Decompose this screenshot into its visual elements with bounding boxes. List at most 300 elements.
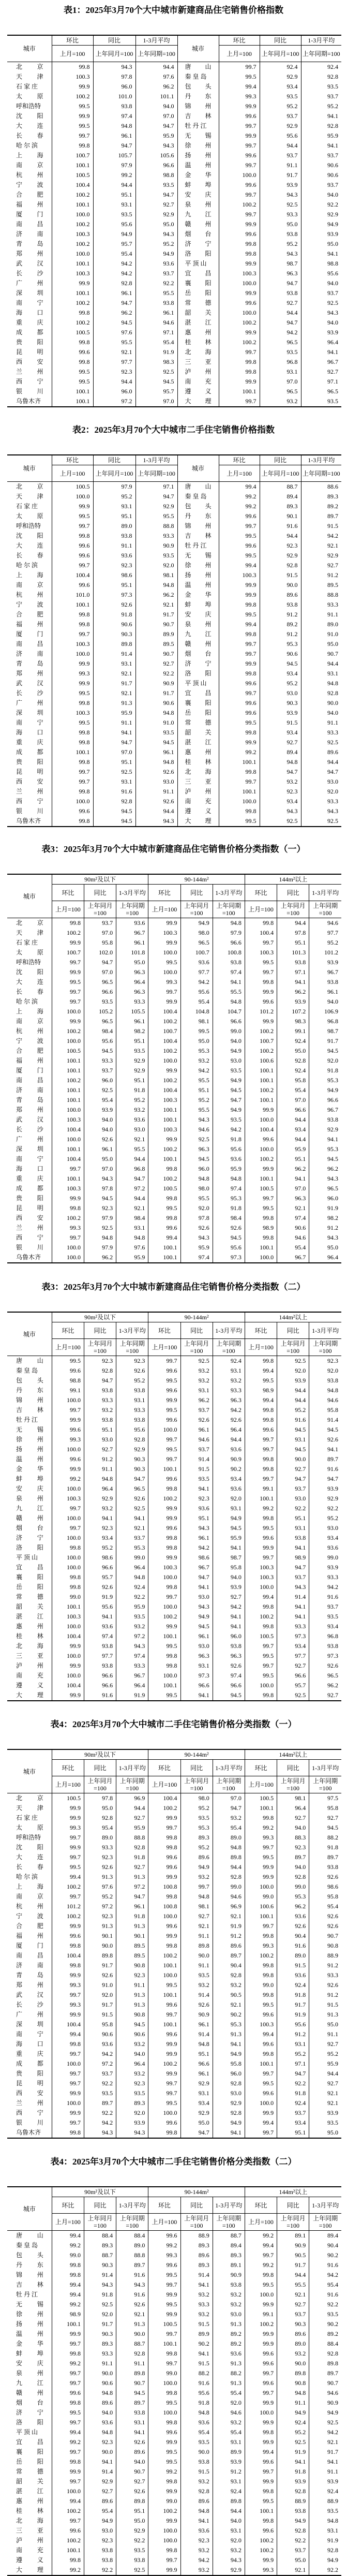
value-cell: 94.2 xyxy=(180,1543,213,1553)
value-cell: 95.8 xyxy=(213,1563,245,1572)
city-cell: 泉 州 xyxy=(185,201,212,208)
value-cell: 93.7 xyxy=(84,2069,116,2079)
value-cell: 99.5 xyxy=(148,1690,180,1701)
value-cell: 92.8 xyxy=(277,1872,309,1882)
value-cell: 91.9 xyxy=(309,1203,341,1213)
value-cell: 99.8 xyxy=(52,1941,84,1951)
value-cell: 101.8 xyxy=(116,948,148,958)
value-cell: 99.5 xyxy=(52,2408,84,2418)
value-cell: 89.2 xyxy=(301,502,341,511)
value-cell: 100.0 xyxy=(148,1671,180,1681)
value-cell: 93.3 xyxy=(84,1843,116,1852)
value-cell: 93.8 xyxy=(116,1415,148,1425)
yoy-header: 同比 xyxy=(260,455,301,465)
value-cell: 99.7 xyxy=(148,1356,180,1366)
table-row xyxy=(7,1036,341,1046)
value-cell: 93.6 xyxy=(277,1911,309,1921)
city-cell: 包 头 xyxy=(16,2251,43,2259)
value-cell: 100.0 xyxy=(52,1563,84,1572)
value-cell: 100.4 xyxy=(148,1085,180,1095)
value-cell: 99.6 xyxy=(148,1852,180,1862)
value-cell: 92.2 xyxy=(84,2079,116,2088)
table-row xyxy=(7,121,341,131)
value-cell: 95.5 xyxy=(93,337,135,347)
value-cell: 93.6 xyxy=(180,2418,213,2427)
yoy-header: 同比 xyxy=(277,885,309,901)
value-cell: 99.9 xyxy=(52,2108,84,2118)
value-cell: 94.3 xyxy=(180,1602,213,1612)
value-cell: 95.2 xyxy=(277,1405,309,1415)
value-cell: 96.8 xyxy=(260,357,301,367)
table-row xyxy=(7,2098,341,2108)
table-row xyxy=(7,1543,341,1553)
value-cell: 95.0 xyxy=(84,1803,116,1813)
value-cell: 94.3 xyxy=(277,1582,309,1592)
value-cell: 100.4 xyxy=(52,1125,84,1135)
value-cell: 100.0 xyxy=(52,1243,84,1253)
value-cell: 93.1 xyxy=(93,777,135,787)
value-cell: 99.5 xyxy=(148,1376,180,1386)
value-cell: 95.3 xyxy=(180,1046,213,1056)
yoy-base-header: 上年同月=100 xyxy=(277,901,309,918)
city-cell: 贵 阳 xyxy=(16,2070,43,2077)
value-cell: 96.6 xyxy=(84,1681,116,1690)
table-row xyxy=(7,580,341,590)
value-cell: 96.4 xyxy=(116,2059,148,2069)
mom-base-header: 上月=100 xyxy=(148,1776,180,1793)
value-cell: 100.4 xyxy=(52,180,93,190)
value-cell: 93.4 xyxy=(277,1641,309,1651)
value-cell: 94.1 xyxy=(213,2128,245,2138)
value-cell: 105.6 xyxy=(135,151,177,160)
value-cell: 94.3 xyxy=(301,308,341,318)
value-cell: 92.9 xyxy=(135,210,177,219)
value-cell: 91.4 xyxy=(180,2270,213,2280)
value-cell: 99.8 xyxy=(52,531,93,541)
city-cell: 泉 州 xyxy=(185,621,212,628)
value-cell: 99.8 xyxy=(148,1533,180,1543)
table-row xyxy=(7,1622,341,1631)
value-cell: 99.9 xyxy=(52,1970,84,1980)
value-cell: 94.5 xyxy=(180,1154,213,1164)
value-cell: 94.9 xyxy=(180,1612,213,1622)
value-cell: 96.2 xyxy=(135,590,177,600)
value-cell: 93.6 xyxy=(277,1970,309,1980)
value-cell: 95.1 xyxy=(277,1154,309,1164)
city-cell: 大 理 xyxy=(185,398,212,405)
avg-header: 1-3月平均 xyxy=(309,1322,341,1339)
city-cell: 遵 义 xyxy=(185,807,212,815)
value-cell: 95.4 xyxy=(180,997,213,1007)
city-cell: 成 都 xyxy=(16,2060,43,2067)
value-cell: 97.8 xyxy=(84,1184,116,1194)
table-row xyxy=(7,2565,341,2575)
value-cell: 92.1 xyxy=(116,1203,148,1213)
value-cell: 100.0 xyxy=(52,1105,84,1115)
value-cell: 100.0 xyxy=(245,1115,277,1125)
value-cell: 89.8 xyxy=(213,1852,245,1862)
city-cell: 深 圳 xyxy=(16,1145,43,1153)
table-row xyxy=(7,1376,341,1386)
value-cell: 99.5 xyxy=(52,121,93,131)
table-row xyxy=(7,531,341,541)
yoy-base-header: 上年同月=100 xyxy=(277,1339,309,1356)
avg-base-header: 上年同期=100 xyxy=(309,1776,341,1793)
value-cell: 93.2 xyxy=(213,2418,245,2427)
value-cell: 91.6 xyxy=(309,1464,341,1474)
value-cell: 95.2 xyxy=(135,239,177,249)
city-cell: 桂 林 xyxy=(185,338,212,346)
value-cell: 94.8 xyxy=(84,2388,116,2398)
value-cell: 99.8 xyxy=(245,1415,277,1425)
value-cell: 93.9 xyxy=(309,1563,341,1572)
value-cell: 93.9 xyxy=(301,328,341,337)
yoy-header: 同比 xyxy=(93,455,135,465)
value-cell: 99.8 xyxy=(52,738,93,747)
value-cell: 99.8 xyxy=(245,1513,277,1523)
city-cell: 南 充 xyxy=(185,798,212,805)
value-cell: 99.8 xyxy=(219,669,260,679)
value-cell: 92.1 xyxy=(93,688,135,698)
value-cell: 98.0 xyxy=(180,1793,213,1804)
table-row xyxy=(7,2339,341,2349)
value-cell: 90.8 xyxy=(116,2010,148,2020)
value-cell: 99.6 xyxy=(148,2427,180,2437)
city-cell: 北 海 xyxy=(185,768,212,775)
value-cell: 92.5 xyxy=(277,1690,309,1701)
size-group-header: 144m²以上 xyxy=(245,1749,341,1760)
value-cell: 94.4 xyxy=(301,659,341,669)
value-cell: 100.1 xyxy=(219,387,260,396)
value-cell: 93.1 xyxy=(301,669,341,679)
value-cell: 94.5 xyxy=(93,806,135,816)
value-cell: 95.9 xyxy=(135,131,177,141)
value-cell: 92.3 xyxy=(309,1356,341,1366)
value-cell: 95.7 xyxy=(84,1572,116,1582)
value-cell: 96.5 xyxy=(180,938,213,948)
value-cell: 99.6 xyxy=(245,2457,277,2467)
city-cell: 郑 州 xyxy=(16,1981,43,1989)
table-row xyxy=(7,101,341,111)
table-row xyxy=(7,1464,341,1474)
value-cell: 99.8 xyxy=(52,1961,84,1970)
mom-header: 环比 xyxy=(52,35,93,46)
city-cell: 兰 州 xyxy=(16,1224,43,1231)
value-cell: 95.0 xyxy=(116,2516,148,2526)
city-cell: 桂 林 xyxy=(185,758,212,766)
table-row xyxy=(7,1213,341,1223)
value-cell: 91.8 xyxy=(116,1085,148,1095)
value-cell: 93.6 xyxy=(213,1484,245,1494)
value-cell: 97.0 xyxy=(135,396,177,407)
city-cell: 牡丹江 xyxy=(185,542,208,549)
city-cell: 长 沙 xyxy=(16,1126,43,1133)
value-cell: 99.6 xyxy=(52,2526,84,2536)
city-cell: 青 岛 xyxy=(16,1971,43,1979)
value-cell: 97.4 xyxy=(93,111,135,121)
value-cell: 97.6 xyxy=(84,1882,116,1892)
value-cell: 96.3 xyxy=(260,269,301,278)
value-cell: 91.5 xyxy=(180,2467,213,2477)
value-cell: 99.7 xyxy=(245,2467,277,2477)
city-cell: 遵 义 xyxy=(16,1682,43,1689)
value-cell: 88.8 xyxy=(116,1833,148,1843)
value-cell: 93.5 xyxy=(93,210,135,219)
value-cell: 100.2 xyxy=(52,1026,84,1036)
value-cell: 99.8 xyxy=(245,1990,277,2000)
value-cell: 100.0 xyxy=(148,2408,180,2418)
value-cell: 93.9 xyxy=(213,1582,245,1592)
value-cell: 100.1 xyxy=(219,757,260,767)
table-row xyxy=(7,511,341,521)
value-cell: 95.0 xyxy=(309,1243,341,1253)
table-row xyxy=(7,2457,341,2467)
value-cell: 96.2 xyxy=(180,1395,213,1405)
value-cell: 100.8 xyxy=(148,1902,180,1911)
table-row xyxy=(7,239,341,249)
value-cell: 96.1 xyxy=(93,131,135,141)
value-cell: 94.5 xyxy=(135,738,177,747)
city-cell: 福 州 xyxy=(16,621,43,628)
header-row xyxy=(7,2214,341,2231)
value-cell: 94.1 xyxy=(93,728,135,738)
value-cell: 99.5 xyxy=(52,1356,84,1366)
value-cell: 100.1 xyxy=(148,1464,180,1474)
value-cell: 99.8 xyxy=(219,239,260,249)
city-cell: 金 华 xyxy=(185,171,212,179)
value-cell: 90.5 xyxy=(277,2250,309,2260)
value-cell: 99.7 xyxy=(245,967,277,977)
value-cell: 100.5 xyxy=(148,2319,180,2329)
value-cell: 99.5 xyxy=(148,2098,180,2108)
value-cell: 93.1 xyxy=(213,1504,245,1513)
value-cell: 93.4 xyxy=(309,1622,341,1631)
value-cell: 99.9 xyxy=(219,377,260,387)
value-cell: 96.4 xyxy=(116,1681,148,1690)
city-cell: 沈 阳 xyxy=(16,532,43,539)
value-cell: 96.1 xyxy=(116,1902,148,1911)
table-row xyxy=(7,1793,341,1804)
value-cell: 99.8 xyxy=(52,62,93,72)
value-cell: 93.7 xyxy=(84,918,116,929)
value-cell: 94.7 xyxy=(180,2128,213,2138)
avg-header: 1-3月平均 xyxy=(301,455,341,465)
value-cell: 100.0 xyxy=(52,649,93,659)
value-cell: 91.1 xyxy=(180,1931,213,1941)
city-cell: 南 京 xyxy=(16,581,43,588)
value-cell: 89.8 xyxy=(93,639,135,649)
value-cell: 100.1 xyxy=(245,1095,277,1105)
value-cell: 90.8 xyxy=(116,1961,148,1970)
value-cell: 89.8 xyxy=(213,2496,245,2506)
value-cell: 100.2 xyxy=(245,2545,277,2555)
value-cell: 93.3 xyxy=(260,210,301,219)
mom-header: 环比 xyxy=(52,1760,84,1776)
value-cell: 99.6 xyxy=(52,580,93,590)
value-cell: 89.6 xyxy=(116,2447,148,2457)
value-cell: 93.7 xyxy=(301,288,341,298)
table-row xyxy=(7,219,341,229)
city-cell: 重 庆 xyxy=(16,1175,43,1182)
value-cell: 94.3 xyxy=(135,816,177,827)
city-cell: 平顶山 xyxy=(185,680,208,687)
value-cell: 97.0 xyxy=(277,1095,309,1105)
value-cell: 89.5 xyxy=(135,639,177,649)
value-cell: 94.0 xyxy=(213,2516,245,2526)
value-cell: 94.5 xyxy=(309,1046,341,1056)
value-cell: 92.8 xyxy=(180,2486,213,2496)
value-cell: 99.9 xyxy=(148,1622,180,1631)
table-row xyxy=(7,131,341,141)
value-cell: 93.3 xyxy=(84,1395,116,1405)
value-cell: 95.1 xyxy=(84,1425,116,1435)
value-cell: 96.6 xyxy=(277,1105,309,1115)
value-cell: 94.2 xyxy=(309,1582,341,1592)
value-cell: 98.7 xyxy=(260,259,301,269)
value-cell: 93.8 xyxy=(116,1386,148,1395)
city-cell: 三 亚 xyxy=(16,2527,43,2534)
avg-header: 1-3月平均 xyxy=(213,885,245,901)
mom-header: 环比 xyxy=(148,885,180,901)
value-cell: 94.8 xyxy=(135,580,177,590)
value-cell: 92.3 xyxy=(93,367,135,377)
value-cell: 94.4 xyxy=(93,180,135,190)
value-cell: 95.3 xyxy=(260,639,301,649)
value-cell: 99.7 xyxy=(52,521,93,531)
value-cell: 99.2 xyxy=(219,502,260,511)
value-cell: 99.8 xyxy=(219,357,260,367)
value-cell: 95.5 xyxy=(135,511,177,521)
value-cell: 93.8 xyxy=(213,958,245,967)
avg-header: 1-3月平均 xyxy=(116,885,148,901)
value-cell: 99.6 xyxy=(52,347,93,357)
value-cell: 99.7 xyxy=(52,131,93,141)
value-cell: 89.8 xyxy=(116,2368,148,2378)
value-cell: 92.5 xyxy=(135,367,177,377)
yoy-header: 同比 xyxy=(180,885,213,901)
value-cell: 92.3 xyxy=(84,2536,116,2545)
value-cell: 92.6 xyxy=(309,1921,341,1931)
value-cell: 99.8 xyxy=(245,977,277,987)
avg-header: 1-3月平均 xyxy=(213,1760,245,1776)
table-row xyxy=(7,82,341,92)
table-row xyxy=(7,1980,341,1990)
value-cell: 91.7 xyxy=(135,688,177,698)
header-row xyxy=(7,2197,341,2214)
value-cell: 95.5 xyxy=(180,1076,213,1085)
value-cell: 99.7 xyxy=(219,121,260,131)
city-cell: 赣 州 xyxy=(16,1514,43,1522)
value-cell: 100.7 xyxy=(148,1026,180,1036)
value-cell: 92.6 xyxy=(93,600,135,610)
city-cell: 西 宁 xyxy=(16,798,43,805)
value-cell: 99.5 xyxy=(148,2457,180,2467)
city-cell: 常 德 xyxy=(185,299,212,306)
value-cell: 96.6 xyxy=(84,1563,116,1572)
city-cell: 深 圳 xyxy=(16,289,43,297)
value-cell: 94.9 xyxy=(213,2049,245,2059)
value-cell: 94.9 xyxy=(309,2555,341,2565)
value-cell: 100.6 xyxy=(245,1056,277,1066)
value-cell: 93.6 xyxy=(84,1622,116,1631)
table-row xyxy=(7,396,341,407)
value-cell: 90.4 xyxy=(277,1931,309,1941)
value-cell: 93.7 xyxy=(260,151,301,160)
yoy-base-header: 上年同月=100 xyxy=(180,2214,213,2231)
value-cell: 99.6 xyxy=(52,1454,84,1464)
price-class-index-table xyxy=(7,874,341,1263)
value-cell: 94.5 xyxy=(93,318,135,328)
value-cell: 92.1 xyxy=(180,1921,213,1931)
value-cell: 94.3 xyxy=(116,2128,148,2138)
value-cell: 95.6 xyxy=(116,1425,148,1435)
value-cell: 99.7 xyxy=(219,62,260,72)
value-cell: 89.7 xyxy=(116,2398,148,2408)
value-cell: 99.6 xyxy=(148,2231,180,2241)
table-row xyxy=(7,669,341,679)
table-row xyxy=(7,2260,341,2270)
value-cell: 95.2 xyxy=(260,679,301,688)
value-cell: 97.8 xyxy=(277,928,309,938)
value-cell: 92.5 xyxy=(301,298,341,308)
city-cell: 济 宁 xyxy=(185,660,212,667)
value-cell: 97.4 xyxy=(116,1651,148,1661)
table-row xyxy=(7,2039,341,2049)
value-cell: 96.3 xyxy=(180,1651,213,1661)
value-cell: 91.7 xyxy=(277,2260,309,2270)
value-cell: 97.1 xyxy=(301,377,341,387)
value-cell: 93.2 xyxy=(116,2039,148,2049)
city-cell: 银 川 xyxy=(16,2119,43,2126)
value-cell: 99.9 xyxy=(148,2565,180,2575)
value-cell: 99.5 xyxy=(245,1203,277,1213)
value-cell: 100.0 xyxy=(52,2059,84,2069)
value-cell: 93.2 xyxy=(213,2290,245,2300)
value-cell: 92.6 xyxy=(135,767,177,777)
value-cell: 99.6 xyxy=(52,1425,84,1435)
value-cell: 89.8 xyxy=(84,1951,116,1961)
value-cell: 92.6 xyxy=(116,2437,148,2447)
value-cell: 92.1 xyxy=(309,2088,341,2098)
city-cell: 济 宁 xyxy=(16,2409,43,2416)
city-cell: 大 连 xyxy=(16,1853,43,1861)
value-cell: 99.9 xyxy=(52,1661,84,1671)
value-cell: 99.8 xyxy=(52,2039,84,2049)
value-cell: 95.4 xyxy=(213,2388,245,2398)
value-cell: 95.1 xyxy=(277,938,309,948)
city-cell: 福 州 xyxy=(16,1932,43,1939)
value-cell: 94.4 xyxy=(277,918,309,929)
value-cell: 99.5 xyxy=(245,1671,277,1681)
city-cell: 武 汉 xyxy=(16,1991,43,1998)
value-cell: 92.5 xyxy=(180,1135,213,1144)
value-cell: 93.1 xyxy=(180,2088,213,2098)
value-cell: 97.4 xyxy=(180,1253,213,1263)
value-cell: 90.0 xyxy=(301,698,341,708)
value-cell: 96.6 xyxy=(213,1681,245,1690)
value-cell: 91.8 xyxy=(84,2290,116,2300)
value-cell: 92.6 xyxy=(135,797,177,806)
yoy-header: 同比 xyxy=(84,1760,116,1776)
value-cell: 100.5 xyxy=(52,328,93,337)
value-cell: 92.7 xyxy=(309,1813,341,1823)
value-cell: 92.8 xyxy=(93,278,135,288)
city-cell: 成 都 xyxy=(16,329,43,336)
value-cell: 94.6 xyxy=(213,2408,245,2418)
value-cell: 94.5 xyxy=(116,2388,148,2398)
value-cell: 95.9 xyxy=(309,2059,341,2069)
value-cell: 91.2 xyxy=(309,1961,341,1970)
